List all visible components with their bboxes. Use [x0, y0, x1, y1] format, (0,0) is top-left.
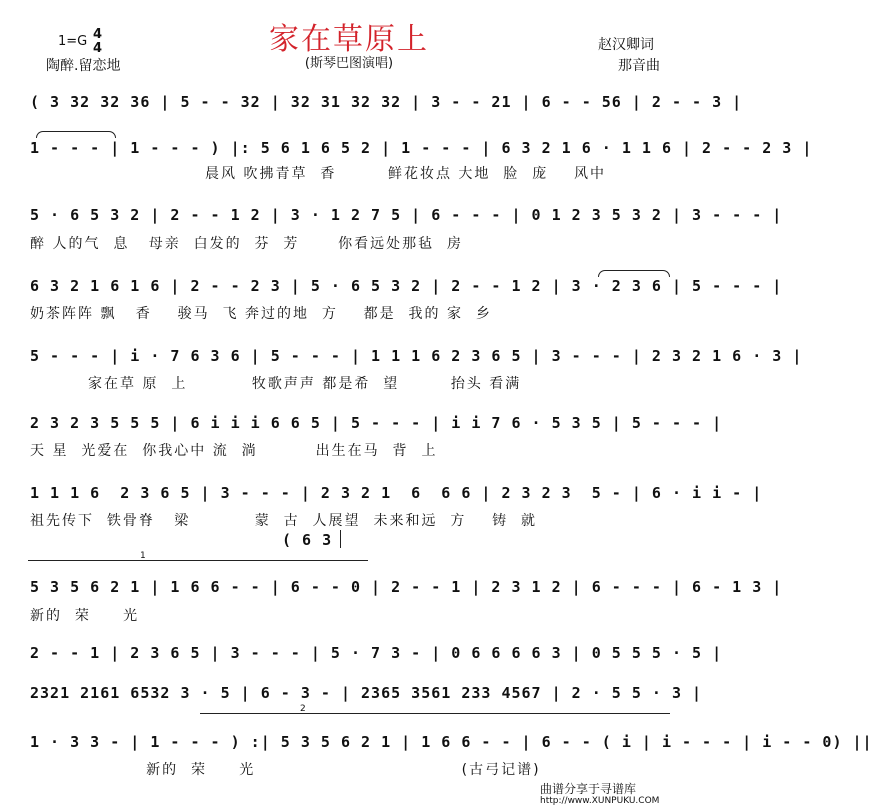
notation-row-6: 2 3 2 3 5 5 5 | 6 i i i 6 6 5 | 5 - - - | i i 7 6 · 5 3 5 | 5 - - - | — [30, 414, 723, 432]
notation-row-9: 2 - - 1 | 2 3 6 5 | 3 - - - | 5 · 7 3 - | 0 6 6 6 6 3 | 0 5 5 5 · 5 | — [30, 644, 723, 662]
lyrics-row-5: 家在草 原 上 牧歌声声 都是希 望 抬头 看满 — [30, 376, 522, 392]
tie-slur — [598, 270, 670, 277]
barline — [340, 530, 341, 548]
key-signature: 1=G — [58, 34, 88, 49]
notation-row-bracket: ( 6 3 — [282, 531, 333, 549]
lyrics-row-7: 祖先传下 铁骨脊 梁 蒙 古 人展望 未来和远 方 铸 就 — [30, 513, 538, 529]
notation-row-1: ( 3 32 32 36 | 5 - - 32 | 32 31 32 32 | 3 - - 21 | 6 - - 56 | 2 - - 3 | — [30, 93, 743, 111]
lyrics-row-8: 新的 荣 光 — [30, 608, 140, 624]
performer-note: (斯琴巴图演唱) — [304, 56, 394, 71]
lyrics-row-2: 晨风 吹拂青草 香 鲜花妆点 大地 脸 庞 风中 — [205, 166, 607, 182]
volta-2-label: 2 — [300, 704, 306, 714]
time-signature-top: 4 — [93, 27, 103, 42]
lyrics-row-6: 天 星 光爱在 你我心中 流 淌 出生在马 背 上 — [30, 443, 438, 459]
song-title: 家在草原上 — [269, 22, 429, 57]
footer-site-url[interactable]: http://www.XUNPUKU.COM — [540, 796, 660, 806]
volta-1-line — [28, 560, 368, 561]
notation-row-7: 1 1 1 6 2 3 6 5 | 3 - - - | 2 3 2 1 6 6 6 | 2 3 2 3 5 - | 6 · i i - | — [30, 484, 763, 502]
notation-row-3: 5 · 6 5 3 2 | 2 - - 1 2 | 3 · 1 2 7 5 | 6 - - - | 0 1 2 3 5 3 2 | 3 - - - | — [30, 206, 783, 224]
volta-2-line — [200, 713, 670, 714]
notation-row-8: 5 3 5 6 2 1 | 1 6 6 - - | 6 - - 0 | 2 - - 1 | 2 3 1 2 | 6 - - - | 6 - 1 3 | — [30, 578, 783, 596]
lyricist: 赵汉卿词 — [598, 37, 654, 53]
notation-row-5: 5 - - - | i · 7 6 3 6 | 5 - - - | 1 1 1 6 2 3 6 5 | 3 - - - | 2 3 2 1 6 · 3 | — [30, 347, 803, 365]
lyrics-row-4: 奶茶阵阵 飘 香 骏马 飞 奔过的地 方 都是 我的 家 乡 — [30, 306, 492, 322]
volta-1-label: 1 — [140, 551, 146, 561]
notation-row-11: 1 · 3 3 - | 1 - - - ) :| 5 3 5 6 2 1 | 1 6 6 - - | 6 - - ( i | i - - - | i - - 0) || — [30, 733, 873, 751]
tie-slur — [36, 131, 116, 138]
notation-row-4: 6 3 2 1 6 1 6 | 2 - - 2 3 | 5 · 6 5 3 2 | 2 - - 1 2 | 3 · 2 3 6 | 5 - - - | — [30, 277, 783, 295]
notation-row-10: 2321 2161 6532 3 · 5 | 6 - 3 - | 2365 3561 233 4567 | 2 · 5 5 · 3 | — [30, 684, 703, 702]
composer: 那音曲 — [618, 58, 660, 74]
lyrics-row-3: 醉 人的气 息 母亲 白发的 芬 芳 你看远处那毡 房 — [30, 236, 464, 252]
time-signature-bottom: 4 — [93, 41, 103, 56]
tempo-expression: 陶醉.留恋地 — [46, 58, 121, 74]
footer-site-name: 曲谱分享于寻谱库 — [540, 782, 637, 796]
notation-row-2: 1 - - - | 1 - - - ) |: 5 6 1 6 5 2 | 1 - - - | 6 3 2 1 6 · 1 1 6 | 2 - - 2 3 | — [30, 139, 813, 157]
lyrics-row-11: 新的 荣 光 (古弓记谱) — [30, 762, 541, 778]
